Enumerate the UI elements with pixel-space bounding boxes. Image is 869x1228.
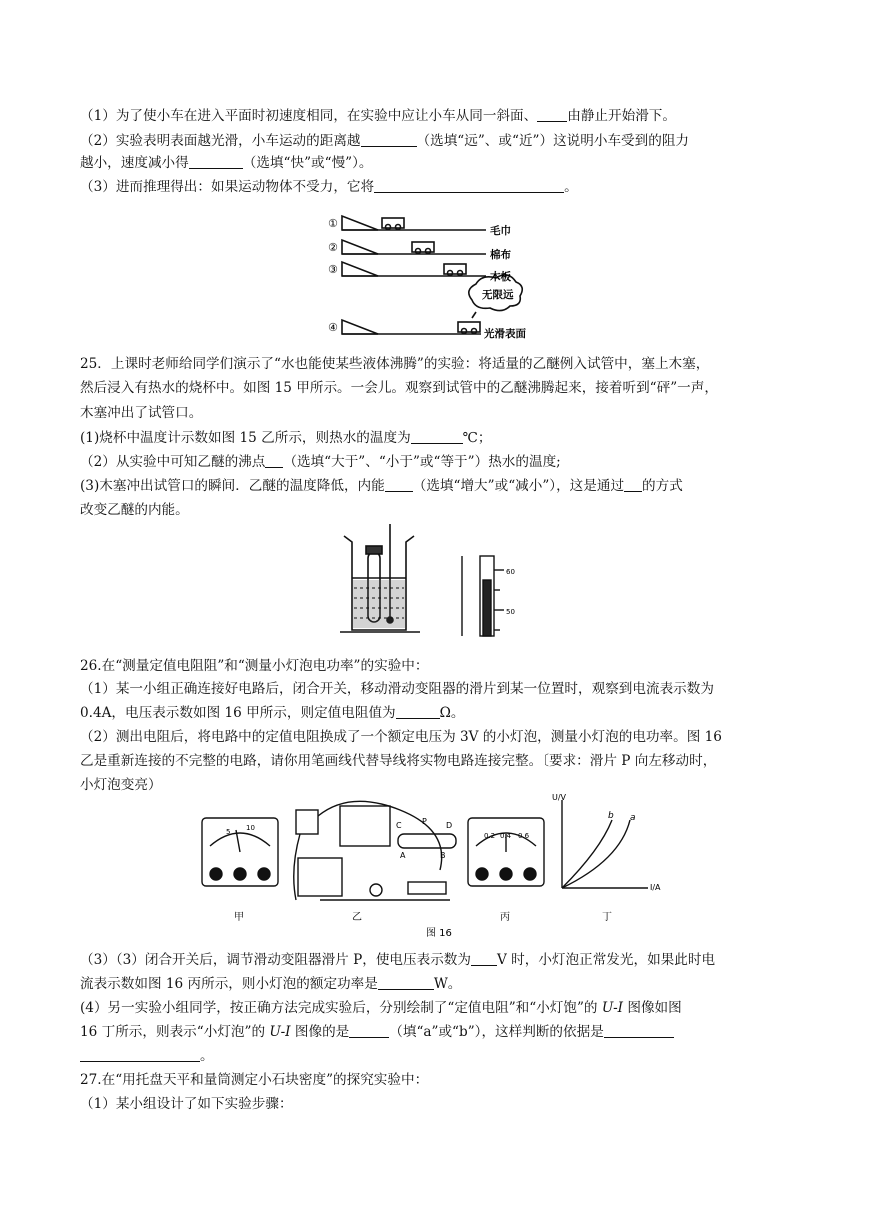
row-label: ① bbox=[328, 217, 338, 230]
panel-label: 丙 bbox=[500, 912, 510, 923]
q24-line-4: （3）进而推理得出：如果运动物体不受力，它将 。 bbox=[80, 179, 578, 195]
beaker-figure bbox=[340, 520, 540, 642]
panel-label: 甲 bbox=[234, 912, 244, 923]
q25-line-2: 然后浸入有热水的烧杯中。如图 15 甲所示。一会儿。观察到试管中的乙醚沸腾起来，接着听到“砰”一声， bbox=[80, 380, 718, 396]
q24-line-2: （2）实验表明表面越光滑，小车运动的距离越 （选填“远”、或“近”）这说明小车受到的阻力 bbox=[80, 133, 690, 149]
panel-label: 丁 bbox=[602, 912, 612, 923]
q26-line-11: 。 bbox=[80, 1046, 214, 1066]
q25-line-3: 木塞冲出了试管口。 bbox=[80, 405, 203, 421]
answer-blank[interactable] bbox=[349, 1023, 389, 1038]
answer-blank[interactable] bbox=[189, 154, 243, 169]
axis-label: U/V bbox=[552, 793, 567, 802]
q24-line-1: （1）为了使小车在进入平面时初速度相同，在实验中应让小车从同一斜面、 由静止开始滑下。 bbox=[80, 108, 676, 124]
surface-label: 毛巾 bbox=[490, 225, 511, 237]
q27-line-2: （1）某小组设计了如下实验步骤： bbox=[80, 1096, 293, 1112]
scale-mark: 0.6 bbox=[518, 832, 530, 840]
answer-blank[interactable] bbox=[265, 453, 283, 468]
scale-mark: 10 bbox=[246, 824, 255, 832]
incline-figure bbox=[326, 210, 558, 345]
q26-line-9: (4）另一实验小组同学，按正确方法完成实验后，分别绘制了“定值电阻”和“小灯饱”的 U-I 图像如图 bbox=[80, 1000, 682, 1016]
q26-line-1: 26.在“测量定值电阻阻”和“测量小灯泡电功率”的实验中： bbox=[80, 658, 429, 674]
rheostat-label: D bbox=[446, 821, 453, 830]
scale-tick: 50 bbox=[506, 608, 515, 616]
axis-label: I/A bbox=[650, 883, 661, 892]
cloud-label: 无限远 bbox=[482, 289, 514, 301]
answer-blank[interactable] bbox=[604, 1023, 674, 1038]
answer-blank[interactable] bbox=[80, 1047, 200, 1062]
answer-blank[interactable] bbox=[385, 477, 413, 492]
surface-label: 棉布 bbox=[490, 249, 511, 261]
q25-line-1: 25．上课时老师给同学们演示了“水也能使某些液体沸腾”的实验：将适量的乙醚例入试管中，塞上木塞， bbox=[80, 356, 710, 372]
curve-label: b bbox=[608, 811, 614, 821]
rheostat-label: A bbox=[400, 851, 406, 860]
q26-line-3: 0.4A，电压表示数如图 16 甲所示，则定值电阻值为 Ω。 bbox=[80, 705, 465, 721]
row-label: ② bbox=[328, 241, 338, 254]
answer-blank[interactable] bbox=[411, 429, 463, 444]
answer-blank[interactable] bbox=[378, 975, 434, 990]
rheostat-label: B bbox=[440, 851, 446, 860]
figure-16 bbox=[200, 790, 680, 940]
q24-line-3: 越小，速度减小得 （选填“快”或“慢”）。 bbox=[80, 155, 373, 171]
answer-blank[interactable] bbox=[361, 132, 417, 147]
q25-line-5: （2）从实验中可知乙醚的沸点 （选填“大于”、“小于”或“等于”）热水的温度; bbox=[80, 454, 561, 470]
q26-line-4: （2）测出电阻后，将电路中的定值电阻换成了一个额定电压为 3V 的小灯泡，测量小灯泡的电功率。图 16 bbox=[80, 729, 722, 745]
q25-line-7: 改变乙醚的内能。 bbox=[80, 502, 189, 518]
surface-label: 木板 bbox=[490, 271, 511, 283]
q26-line-5: 乙是重新连接的不完整的电路，请你用笔画线代替导线将实物电路连接完整。〔要求：滑片 P 向左移动时， bbox=[80, 753, 717, 769]
answer-blank[interactable] bbox=[471, 951, 497, 966]
q27-line-1: 27.在“用托盘天平和量筒测定小石块密度”的探究实验中： bbox=[80, 1072, 429, 1088]
surface-label: 光滑表面 bbox=[484, 328, 526, 340]
q26-line-2: （1）某一小组正确连接好电路后，闭合开关，移动滑动变阻器的滑片到某一位置时，观察到电流表示数为 bbox=[80, 681, 714, 697]
rheostat-label: P bbox=[422, 817, 427, 826]
figure-caption: 图 16 bbox=[426, 928, 452, 939]
row-label: ③ bbox=[328, 263, 338, 276]
scale-mark: 0.4 bbox=[500, 832, 512, 840]
q26-line-7: （3）（3）闭合开关后，调节滑动变阻器滑片 P，使电压表示数为 V 时，小灯泡正常发光，如果此时电 bbox=[80, 952, 716, 968]
scale-mark: 0.2 bbox=[484, 832, 496, 840]
q26-line-8: 流表示数如图 16 丙所示，则小灯泡的额定功率是 W。 bbox=[80, 976, 462, 992]
answer-blank[interactable] bbox=[396, 704, 440, 719]
q26-line-10: 16 丁所示，则表示“小灯泡”的 U-I 图像的是 （填“a”或“b”），这样判断的依据是 bbox=[80, 1022, 674, 1042]
q25-line-6: (3)木塞冲出试管口的瞬间．乙醚的温度降低，内能 （选填“增大”或“减小”），这是通过 的方式 bbox=[80, 478, 683, 494]
answer-blank[interactable] bbox=[624, 477, 642, 492]
q25-line-4: (1)烧杯中温度计示数如图 15 乙所示，则热水的温度为 ℃； bbox=[80, 430, 492, 446]
rheostat-label: C bbox=[396, 821, 402, 830]
panel-label: 乙 bbox=[352, 912, 362, 923]
scale-mark: 5 bbox=[226, 828, 231, 836]
scale-tick: 60 bbox=[506, 568, 515, 576]
answer-blank[interactable] bbox=[537, 107, 567, 122]
answer-blank[interactable] bbox=[374, 178, 564, 193]
q26-line-6: 小灯泡变亮） bbox=[80, 777, 162, 793]
row-label: ④ bbox=[328, 321, 338, 334]
curve-label: a bbox=[630, 813, 636, 823]
